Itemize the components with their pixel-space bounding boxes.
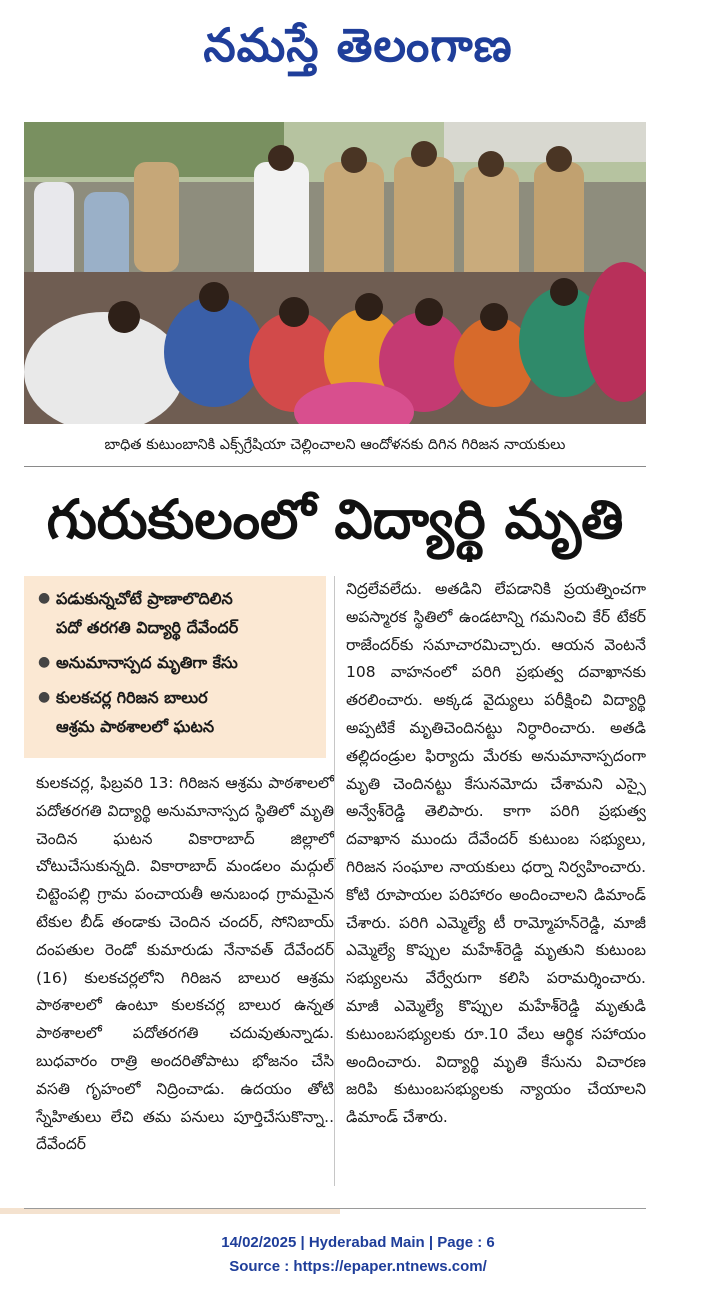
photo-caption: బాధిత కుటుంబానికి ఎక్స్‌గ్రేషియా చెల్లించాలని ఆందోళనకు దిగిన గిరిజన నాయకులు bbox=[104, 437, 566, 453]
highlight-item bbox=[38, 584, 320, 642]
highlights-box bbox=[24, 576, 326, 758]
footer-divider bbox=[24, 1208, 646, 1209]
article-column-right: నిద్రలేవలేదు. అతడిని లేపడానికి ప్రయత్నించగా అపస్మారక స్థితిలో ఉండటాన్ని గమనించి కేర్ టేకర్ రాజేందర్‌కు సమాచారమిచ్చారు. ఆయన వెంటనే 108 వాహనంలో పరిగి ప్రభుత్వ దవాఖానకు తరలించారు. అక్కడ వైద్యులు పరీక్షించి విద్యార్థి అప్పటికే మృతిచెందినట్టు నిర్ధారించారు. అతడి తల్లిదండ్రుల ఫిర్యాదు మేరకు అనుమానాస్పదంగా మృతి చెందినట్టు కేసునమోదు చేశామని ఎస్సై అన్వేశ్‌రెడ్డి తెలిపారు. కాగా పరిగి ప్రభుత్వ దవాఖాన ముందు దేవేందర్ కుటుంబ సభ్యులు, గిరిజన సంఘాల నాయకులు ధర్నా నిర్వహించారు. కోటి రూపాయల పరిహారం అందించాలని డిమాండ్ చేశారు. పరిగి ఎమ్మెల్యే టీ రామ్మోహన్‌రెడ్డి, మాజీ ఎమ్మెల్యే కొప్పుల మహేశ్‌రెడ్డి మృతుని కుటుంబ సభ్యులను వేర్వేరుగా కలిసి పరామర్శించారు. మాజీ ఎమ్మెల్యే కొప్పుల మహేశ్‌రెడ్డి మృతుడి కుటుంబసభ్యులకు రూ.10 వేలు ఆర్థిక సహాయం అందించారు. విద్యార్థి మృతి కేసును విచారణ జరిపి కుటుంబసభ్యులకు న్యాయం చేయాలని డిమాండ్ చేశారు. bbox=[346, 580, 646, 1127]
divider bbox=[24, 466, 646, 467]
bullet-icon: ● bbox=[38, 654, 51, 670]
bullet-icon: ● bbox=[38, 689, 51, 705]
headline: గురుకులంలో విద్యార్థి మృతి bbox=[46, 488, 624, 551]
column-divider bbox=[334, 576, 335, 1186]
source-link[interactable]: Source : https://epaper.ntnews.com/ bbox=[229, 1258, 487, 1275]
news-photo bbox=[24, 122, 646, 424]
highlight-text: కులకచర్ల గిరిజన బాలుర ఆశ్రమ పాఠశాలలో ఘటన bbox=[56, 688, 215, 736]
highlight-item bbox=[38, 648, 320, 677]
highlight-text: పడుకున్నచోటే ప్రాణాలొదిలిన పదో తరగతి విద్యార్థి దేవేందర్ bbox=[56, 589, 239, 637]
masthead bbox=[0, 0, 716, 100]
protest-photo-illustration bbox=[24, 122, 646, 424]
highlight-item bbox=[38, 683, 320, 741]
newspaper-title: నమస్తే తెలంగాణ bbox=[203, 18, 513, 72]
article-column-left: కులకచర్ల, ఫిబ్రవరి 13: గిరిజన ఆశ్రమ పాఠశాలలో పదోతరగతి విద్యార్థి అనుమానాస్పద స్థితిలో మృతి చెందిన ఘటన వికారాబాద్ జిల్లాలో చోటుచేసుకున్నది. వికారాబాద్ మండలం మద్గుల్ చిట్టెంపల్లి గ్రామ పంచాయతీ అనుబంధ గ్రామమైన టేకుల బీడ్ తండాకు చెందిన చందర్, సోనిబాయ్ దంపతుల రెండో కుమారుడు నేనావత్ దేవేందర్ (16) కులకచర్లలోని గిరిజన బాలుర ఆశ్రమ పాఠశాలలో ఉంటూ కులకచర్ల బాలుర ఉన్నత పాఠశాలలో పదోతరగతి చదువుతున్నాడు. బుధవారం రాత్రి అందరితోపాటు భోజనం చేసి వసతి గృహంలో నిద్రించాడు. ఉదయం తోటి స్నేహితులు లేచి తమ పనులు పూర్తిచేసుకొన్నా.. దేవేందర్ bbox=[36, 774, 334, 1154]
edition-info: 14/02/2025 | Hyderabad Main | Page : 6 bbox=[221, 1234, 495, 1251]
bullet-icon: ● bbox=[38, 590, 51, 606]
highlight-text: అనుమానాస్పద మృతిగా కేసు bbox=[56, 653, 238, 672]
